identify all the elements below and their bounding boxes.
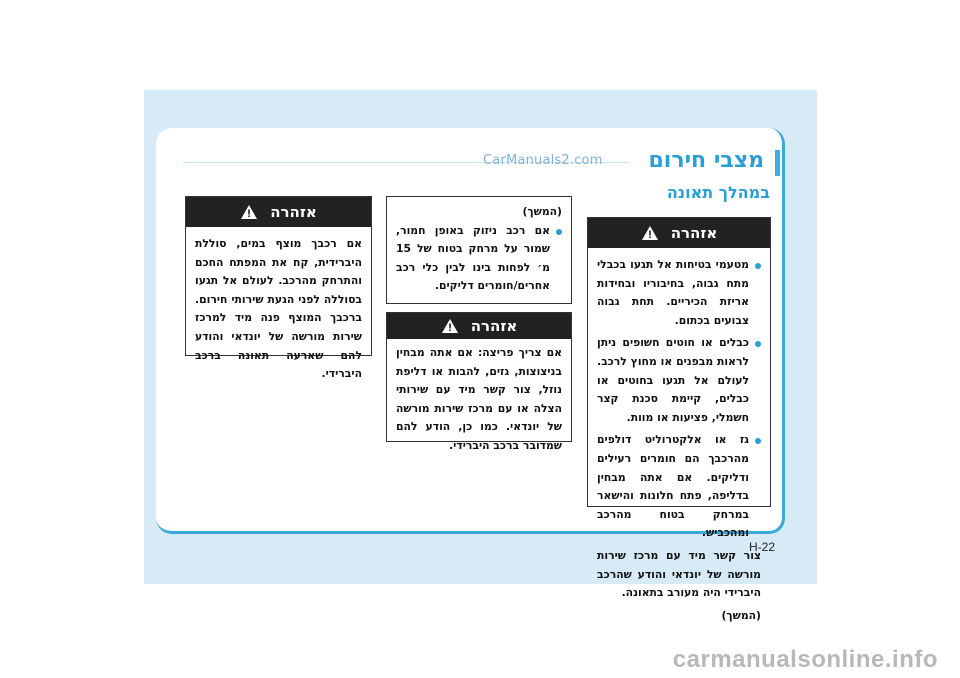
warning-body: אם רכבך מוצף במים, סוללת היברידית, קח את המפתח החכם והתרחק מהרכב. לעולם אל תגעו בסוללה לפני הגעת שירותי חירום. ברכבך המוצף פנה מיד למרכז שירות מורשה של יונדאי והודע להם שארעה תאונה ברכב היברידי. — [195, 237, 362, 381]
warning-triangle-icon — [441, 318, 459, 334]
warning-label: אזהרה — [670, 224, 718, 242]
continued-label: (המשך) — [721, 608, 761, 622]
section-accent-bar — [775, 150, 780, 176]
warning-label: אזהרה — [470, 317, 518, 335]
watermark: carmanualsonline.info — [672, 646, 938, 673]
warning-header — [588, 218, 770, 248]
warning-label: אזהרה — [270, 203, 317, 221]
continued-body — [387, 197, 571, 306]
continued-box — [386, 196, 572, 304]
list-item: מטעמי בטיחות אל תגעו בכבלי מתח גבוה, בחיבוריו ובחידות אריזת הכיריים. תחת גבוה צבועים בכתום. — [597, 256, 761, 330]
list-item: גז או אלקטרוליט דולפים מהרכבך הם חומרים רעילים ודליקים. אם אתה מבחין בדליפה, פתח חלונות והישאר במרחק בטוח מהרכב ומהכביש. — [597, 431, 761, 543]
page-number: H-22 — [749, 540, 776, 554]
continued-label: (המשך) — [522, 205, 562, 218]
warning-body: אם צריך פריצה: אם אתה מבחין בניצוצות, גזים, להבות או דליפת נוזל, צור קשר מיד עם שירותי הצלה או עם מרכז שירות מורשה של יונדאי. כמו כן, הודע להם שמדובר ברכב היברידי. — [396, 346, 562, 452]
list-item: אם רכב ניזוק באופן חמור, שמור על מרחק בטוח של 15 מ׳ לפחות בינו לבין כלי רכב אחרים/חומרים דליקים. — [396, 222, 562, 296]
warning-paragraph: צור קשר מיד עם מרכז שירות מורשה של יונדאי והודע שהרכב היברידי היה מעורב בתאונה. — [597, 548, 761, 600]
warning-box-left — [185, 196, 372, 381]
list-item: כבלים או חוטים חשופים ניתן לראות מבפנים או מחוץ לרכב. לעולם אל תגעו בחוטים או כבלים, קיימת סכנת קצר חשמלי, פציעות או מוות. — [597, 334, 761, 427]
page-subtitle: במהלך תאונה — [666, 183, 770, 202]
warning-triangle-icon — [240, 204, 258, 220]
warning-header — [387, 313, 571, 339]
warning-body — [588, 248, 770, 631]
site-label[interactable]: CarManuals2.com — [483, 153, 603, 168]
warning-header — [186, 197, 371, 227]
section-title: מצבי חירום — [648, 148, 764, 173]
warning-triangle-icon — [641, 225, 659, 241]
title-row — [183, 148, 780, 178]
warning-box-middle — [386, 312, 572, 452]
